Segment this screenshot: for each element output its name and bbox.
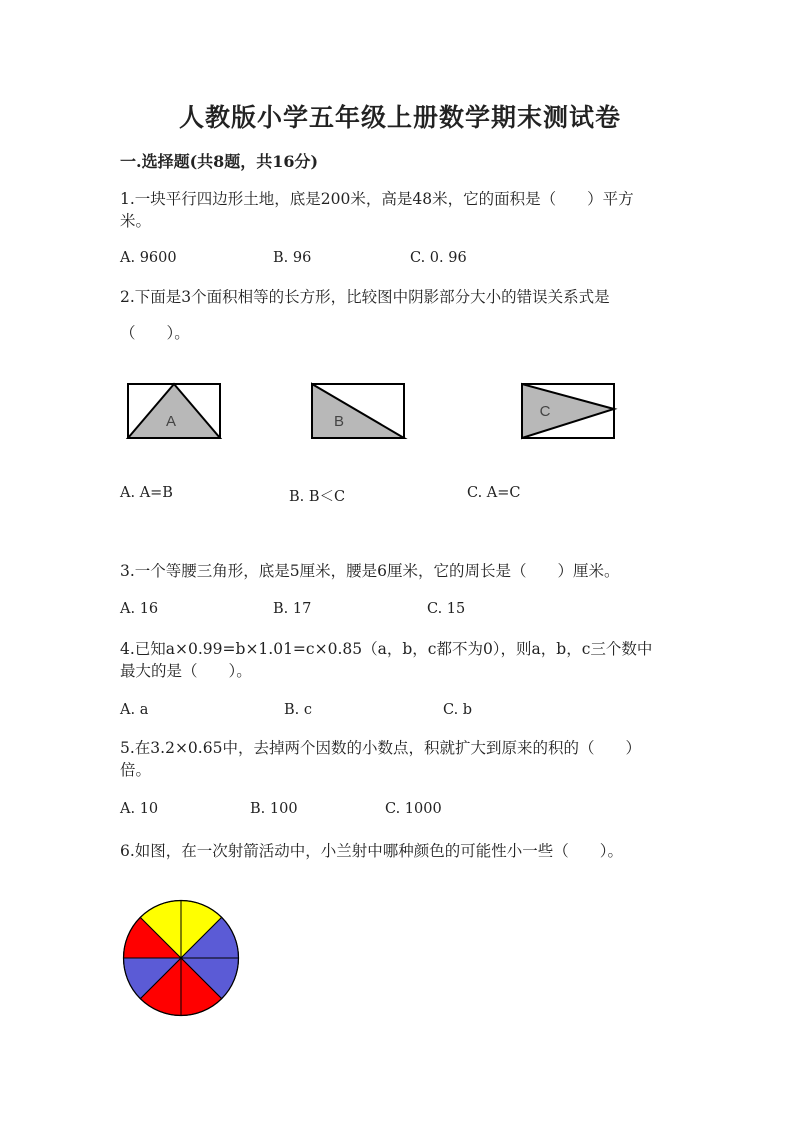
section-heading: 一.选择题(共8题，共16分) [120,152,319,171]
question-4-line2: 最大的是（ ）。 [120,662,252,680]
q2-option-b: B. B＜C [289,489,346,505]
q1-option-a: A. 9600 [120,250,177,266]
question-1 [120,188,680,232]
q2-option-c: C. A=C [467,485,521,501]
question-1-line1: 1.一块平行四边形土地，底是200米，高是48米，它的面积是（ ）平方 [120,190,634,208]
question-5-line2: 倍。 [120,761,152,779]
label-c: C [539,403,551,420]
q3-option-b: B. 17 [273,601,312,617]
q3-option-c: C. 15 [427,601,466,617]
question-4 [120,638,680,682]
question-5-line1: 5.在3.2×0.65中，去掉两个因数的小数点，积就扩大到原来的积的（ ） [120,739,641,757]
q5-option-a: A. 10 [120,801,159,817]
question-2-line1: 2.下面是3个面积相等的长方形，比较图中阴影部分大小的错误关系式是 [120,288,610,306]
question-3: 3.一个等腰三角形，底是5厘米，腰是6厘米，它的周长是（ ）厘米。 [120,562,620,580]
q5-option-b: B. 100 [250,801,298,817]
label-b: B [333,413,345,430]
q3-option-a: A. 16 [120,601,159,617]
label-a: A [165,413,177,430]
question-5 [120,737,680,781]
question-6: 6.如图，在一次射箭活动中，小兰射中哪种颜色的可能性小一些（ ）。 [120,842,624,860]
q5-option-c: C. 1000 [385,801,442,817]
question-4-line1: 4.已知a×0.99=b×1.01=c×0.85（a，b，c都不为0），则a，b，c三个数中 [120,640,653,658]
question-2-line2: （ ）。 [120,324,190,342]
q4-option-b: B. c [284,702,312,718]
target-wheel [120,897,242,1019]
q4-option-c: C. b [443,702,473,718]
q1-option-b: B. 96 [273,250,312,266]
q2-option-a: A. A=B [120,485,173,501]
question-1-line2: 米。 [120,212,152,230]
q4-option-a: A. a [120,702,149,718]
rectangles-figure [120,378,620,444]
page-title: 人教版小学五年级上册数学期末测试卷 [178,103,621,132]
q1-option-c: C. 0. 96 [410,250,467,266]
